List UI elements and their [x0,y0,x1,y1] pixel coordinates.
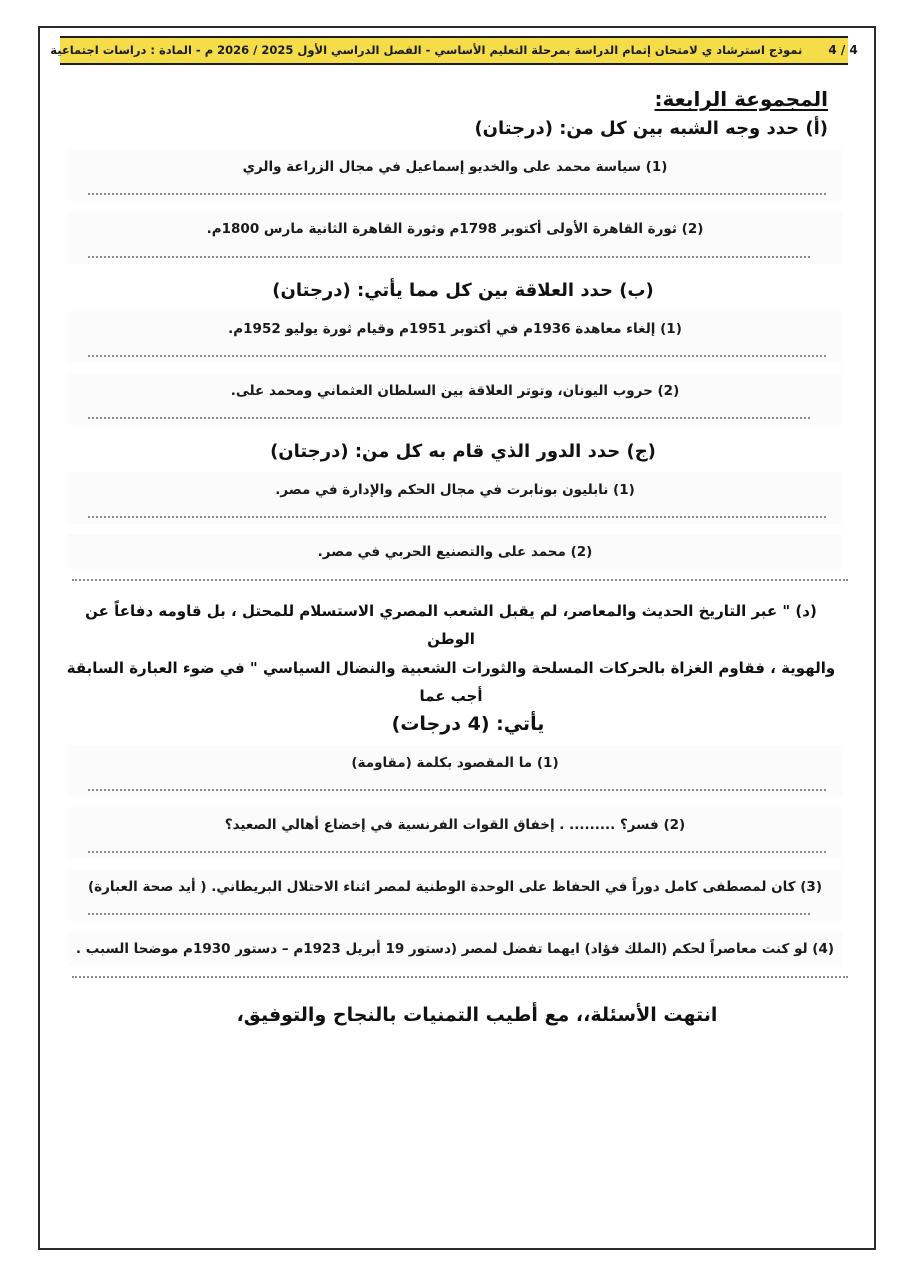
section-heading-b: (ب) حدد العلاقة بين كل مما يأتي: (درجتان) [272,279,654,301]
question-block-b2 [68,373,842,425]
exam-header-banner [50,36,858,65]
question-text: (3) كان لمصطفى كامل دوراً في الحفاظ على الوحدة الوطنية لمصر اثناء الاحتلال البريطاني. ( أيد صحة العبارة) [87,879,822,895]
exam-header-title: نموذج استرشاد ي لامتحان إتمام الدراسة بمرحلة التعليم الأساسي - الفصل الدراسي الأول 2025 / 2026 م - المادة : دراسات اجتماعية [50,43,803,57]
page-content [50,30,864,1244]
question-text: (2) حروب اليونان، وتوتر العلاقة بين السلطان العثماني ومحمد على. [230,382,680,399]
question-text: (2) محمد على والتصنيع الحربي في مصر. [317,544,593,561]
question-block-d1 [68,745,842,797]
question-text: (1) نابليون بونابرت في مجال الحكم والإدارة في مصر. [275,482,635,498]
answer-line[interactable] [88,851,826,853]
answer-line[interactable] [88,417,810,419]
question-block-d2 [68,807,842,859]
paragraph-section [64,597,838,735]
answer-line[interactable] [88,913,810,915]
question-block-c2 [68,534,842,568]
question-block-c1 [68,472,842,524]
paragraph-line-1: (د) " عبر التاريخ الحديث والمعاصر، لم يقبل الشعب المصري الاستسلام للمحتل ، بل قاومه دفاعاً عن الوطن [85,601,817,648]
section-heading-a: (أ) حدد وجه الشبه بين كل من: (درجتان) [474,118,828,139]
question-block-a1 [68,149,842,201]
question-text: (4) لو كنت معاصراً لحكم (الملك فؤاد) ايهما تفضل لمصر (دستور 19 أبريل 1923م – دستور 1930م موضحا السبب . [75,941,835,958]
question-block-b1 [68,311,842,363]
answer-line[interactable] [88,193,826,195]
answer-line[interactable] [88,256,810,258]
answer-line[interactable] [72,579,848,581]
paragraph-line-3: يأتي: (4 درجات) [391,712,545,735]
question-block-d4 [68,931,842,965]
question-text: (1) سياسة محمد على والخديو إسماعيل في مجال الزراعة والري [242,159,668,175]
question-block-a2 [68,211,842,263]
question-block-d3 [68,869,842,921]
answer-line[interactable] [72,976,848,978]
paragraph-line-2: والهوية ، فقاوم الغزاة بالحركات المسلحة والثورات الشعبية والنضال السياسي " في ضوء العبارة السابقة أجب عما [66,658,836,705]
page-number-label: 4 / 4 [828,43,858,57]
question-text: (1) إلغاء معاهدة 1936م في أكتوبر 1951م وقيام ثورة يوليو 1952م. [228,320,682,337]
section-heading-c: (ج) حدد الدور الذي قام به كل من: (درجتان) [270,441,656,462]
answer-line[interactable] [88,789,826,791]
question-text: (2) فسر؟ ......... . إخفاق القوات الفرنسية في إخضاع أهالي الصعيد؟ [224,816,686,833]
answer-line[interactable] [88,516,826,518]
answer-line[interactable] [88,355,826,357]
group-title: المجموعة الرابعة: [654,87,828,111]
question-text: (2) ثورة القاهرة الأولى أكتوبر 1798م وثورة القاهرة الثانية مارس 1800م. [206,221,704,238]
closing-note: انتهت الأسئلة،، مع أطيب التمنيات بالنجاح والتوفيق، [236,1003,718,1026]
question-text: (1) ما المقصود بكلمة (مقاومة) [351,754,559,771]
